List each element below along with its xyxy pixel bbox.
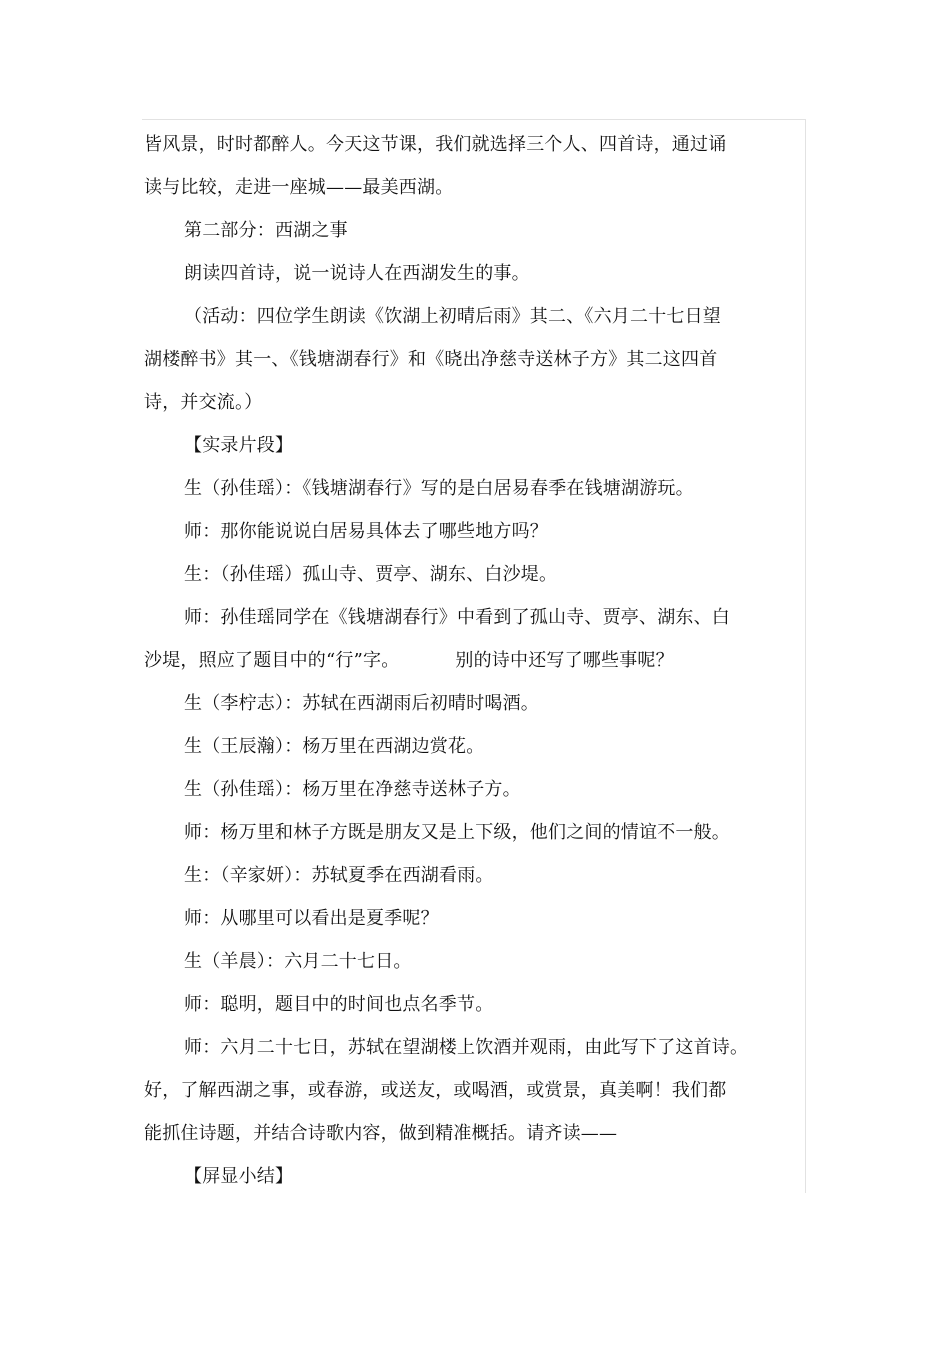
dialogue-line: 能抓住诗题，并结合诗歌内容，做到精准概括。请齐读—— (144, 1123, 618, 1144)
section-heading: 第二部分：西湖之事 (184, 220, 348, 241)
dialogue-line (144, 649, 674, 673)
paragraph-line: 诗，并交流。） (144, 392, 263, 413)
dialogue-line: 师：那你能说说白居易具体去了哪些地方吗？ (184, 521, 548, 542)
paragraph-line: 朗读四首诗，说一说诗人在西湖发生的事。 (184, 263, 530, 284)
paragraph-line: 皆风景，时时都醉人。今天这节课，我们就选择三个人、四首诗，通过诵 (144, 134, 727, 155)
dialogue-line-part: 别的诗中还写了哪些事呢？ (455, 650, 674, 671)
dialogue-line: 师：从哪里可以看出是夏季呢？ (184, 908, 439, 929)
dialogue-line: 师：杨万里和林子方既是朋友又是上下级，他们之间的情谊不一般。 (184, 822, 730, 843)
paragraph-line: 湖楼醉书》其一、《钱塘湖春行》和《晓出净慈寺送林子方》其二这四首 (144, 349, 718, 370)
dialogue-line: 生（孙佳瑶）：杨万里在净慈寺送林子方。 (184, 779, 521, 800)
dialogue-line: 生：（孙佳瑶）孤山寺、贾亭、湖东、白沙堤。 (184, 564, 558, 585)
dialogue-line: 生：（辛家妍）：苏轼夏季在西湖看雨。 (184, 865, 494, 886)
paragraph-line: （活动：四位学生朗读《饮湖上初晴后雨》其二、《六月二十七日望 (184, 306, 721, 327)
dialogue-line: 生（李柠志）：苏轼在西湖雨后初晴时喝酒。 (184, 693, 539, 714)
dialogue-line: 生（孙佳瑶）：《钱塘湖春行》写的是白居易春季在钱塘湖游玩。 (184, 478, 694, 499)
dialogue-line: 生（王辰瀚）：杨万里在西湖边赏花。 (184, 736, 485, 757)
paragraph-line: 读与比较，走进一座城——最美西湖。 (144, 177, 454, 198)
section-label: 【实录片段】 (184, 435, 294, 456)
dialogue-line-part: 沙堤，照应了题目中的“行”字。 (144, 650, 400, 671)
dialogue-line: 生（羊晨）：六月二十七日。 (184, 951, 412, 972)
dialogue-line: 好，了解西湖之事，或春游，或送友，或喝酒，或赏景，真美啊！我们都 (144, 1080, 727, 1101)
dialogue-line: 师：聪明，题目中的时间也点名季节。 (184, 994, 494, 1015)
section-label: 【屏显小结】 (184, 1166, 294, 1187)
dialogue-line: 师：六月二十七日，苏轼在望湖楼上饮酒并观雨，由此写下了这首诗。 (184, 1037, 749, 1058)
dialogue-line: 师：孙佳瑶同学在《钱塘湖春行》中看到了孤山寺、贾亭、湖东、白 (184, 607, 730, 628)
